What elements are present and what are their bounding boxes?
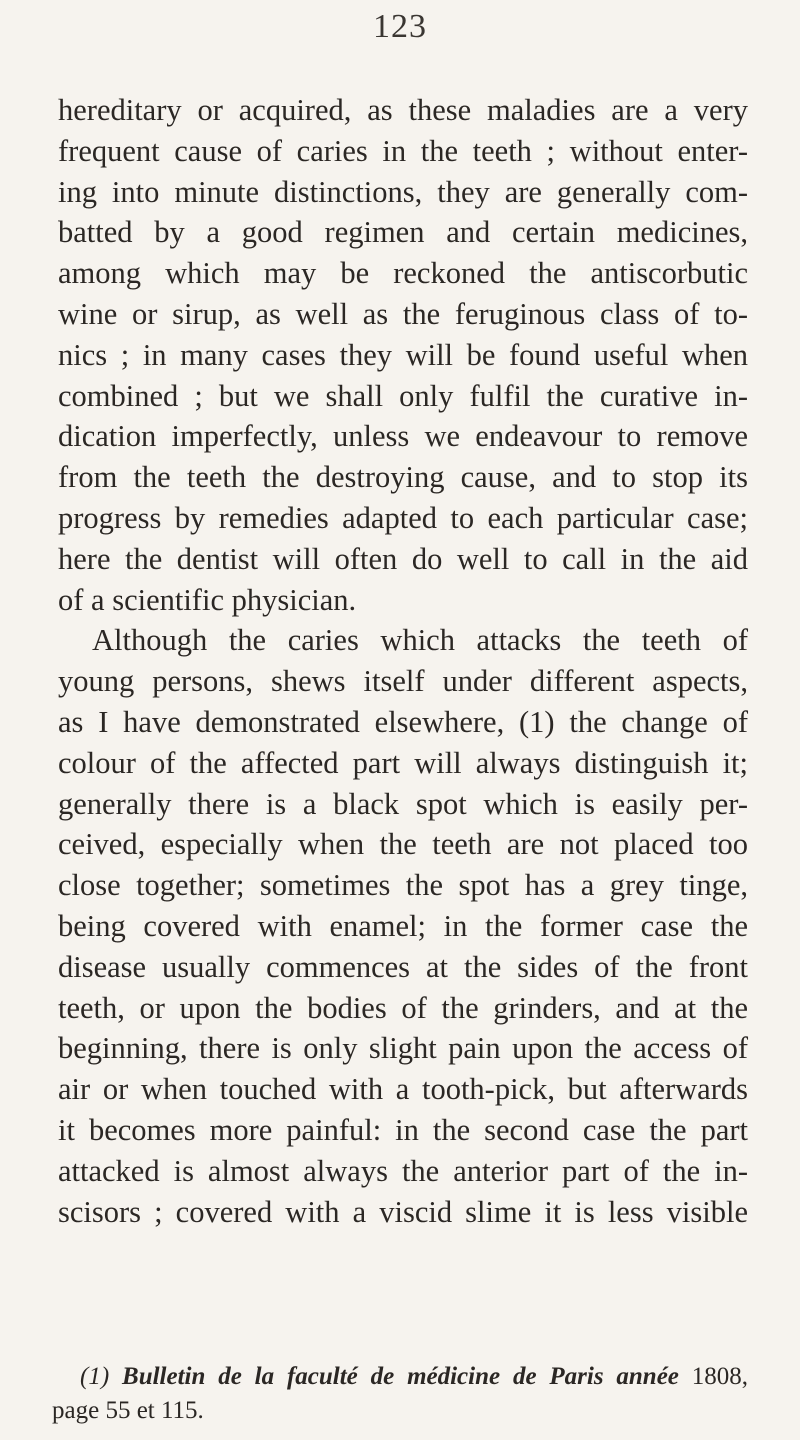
text-line: here the dentist will often do well to call in the aid <box>58 541 748 576</box>
text-line: ing into minute distinctions, they are generally com- <box>58 174 748 209</box>
text-line: it becomes more painful: in the second case the part <box>58 1112 748 1147</box>
text-line: disease usually commences at the sides of the front <box>58 949 748 984</box>
footnote-year: 1808, <box>691 1363 749 1390</box>
text-line: scisors ; covered with a viscid slime it is less visible <box>58 1194 748 1229</box>
footnote-marker: (1) <box>80 1363 110 1390</box>
text-line: being covered with enamel; in the former case the <box>58 908 748 943</box>
text-line: batted by a good regimen and certain medicines, <box>58 215 748 250</box>
text-line: close together; sometimes the spot has a grey tinge, <box>58 868 748 903</box>
footnote-pages: page 55 et 115. <box>52 1397 204 1424</box>
text-line: frequent cause of caries in the teeth ; without enter- <box>58 133 748 168</box>
text-line: combined ; but we shall only fulfil the curative in- <box>58 378 748 413</box>
page-number: 123 <box>373 8 427 45</box>
text-line: beginning, there is only slight pain upon the access of <box>58 1031 748 1066</box>
text-line: as I have demonstrated elsewhere, (1) the change of <box>58 704 748 739</box>
text-line: progress by remedies adapted to each particular case; <box>58 500 748 535</box>
footnote <box>52 1360 749 1428</box>
text-line: ceived, especially when the teeth are not placed too <box>58 827 748 862</box>
text-line: air or when touched with a tooth-pick, but afterwards <box>58 1072 748 1107</box>
text-line: of a scientific physician. <box>58 582 357 617</box>
text-line: attacked is almost always the anterior part of the in- <box>58 1153 748 1188</box>
text-line: colour of the affected part will always distinguish it; <box>58 745 748 780</box>
text-line: among which may be reckoned the antiscorbutic <box>58 256 748 291</box>
footnote-title: Bulletin de la faculté de médicine de Paris année <box>122 1363 679 1390</box>
text-line: from the teeth the destroying cause, and to stop its <box>58 460 748 495</box>
text-line: teeth, or upon the bodies of the grinders, and at the <box>58 990 748 1025</box>
text-line: generally there is a black spot which is easily per- <box>58 786 748 821</box>
text-line: dication imperfectly, unless we endeavour to remove <box>58 419 748 454</box>
text-line: hereditary or acquired, as these maladies are a very <box>58 93 748 127</box>
body-text <box>58 90 748 1232</box>
text-line: young persons, shews itself under different aspects, <box>58 664 748 699</box>
text-line: wine or sirup, as well as the feruginous class of to- <box>58 296 748 331</box>
footnote-line <box>80 1360 748 1394</box>
text-line: Although the caries which attacks the teeth of <box>92 623 748 658</box>
text-line: nics ; in many cases they will be found useful when <box>58 337 748 372</box>
